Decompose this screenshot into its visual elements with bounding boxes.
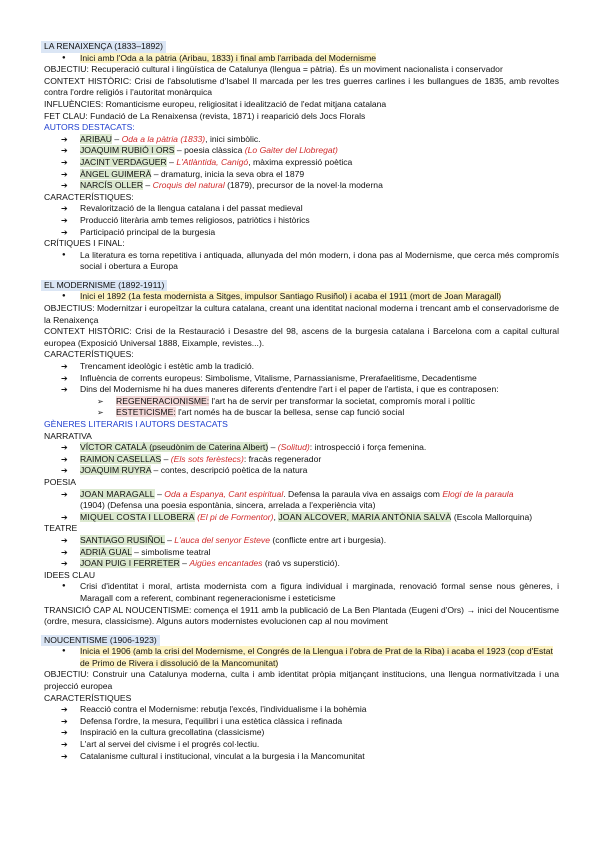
renaixenca-critiques: ● La literatura es torna repetitiva i antiquada, allunyada del món modern, i dona pas al Modernisme, que cerca més compromís social i obertura a Europa — [44, 250, 559, 273]
author-item: ➔ ADRIÀ GUAL – simbolisme teatral — [44, 547, 559, 559]
modernisme-context: CONTEXT HISTÒRIC: Crisi de la Restauració i Desastre del 98, ascens de la burgesia catalana i Barcelona com a capital cultural europea (Exposició Universal 1888, Eixample, revistes...). — [44, 326, 559, 348]
renaixenca-autors-label: AUTORS DESTACATS: — [44, 122, 135, 133]
list-item: ➔ Producció literària amb temes religiosos, patriòtics i històrics — [44, 215, 559, 227]
poesia-label: POESIA — [44, 476, 76, 487]
author-item: ➔ VÍCTOR CATALÀ (pseudònim de Caterina Albert) – (Solitud): introspecció i força femenina. — [44, 442, 559, 454]
author-item: ➔ ÀNGEL GUIMERÀ – dramaturg, inicia la seva obra el 1879 — [44, 169, 559, 181]
list-item: ➔ L'art al servei del civisme i el progrés col·lectiu. — [44, 739, 559, 751]
list-item: ➔ Influència de corrents europeus: Simbolisme, Vitalisme, Parnassianisme, Prerafaelitisme, Decadentisme — [44, 373, 559, 385]
modernisme-caract-label: CARACTERÍSTIQUES: — [44, 349, 134, 360]
renaixenca-influencies: INFLUÈNCIES: Romanticisme europeu, religiositat i idealització de l'edat mitjana catalana — [44, 98, 387, 109]
author-item: ➔ JOAN MARAGALL – Oda a Espanya, Cant espiritual. Defensa la paraula viva en assaigs com Elogi de la paraula (1904) (Defensa una poesia espontània, sincera, arrelada a l'experiència vita) — [44, 489, 559, 512]
author-item: ➔ NARCÍS OLLER – Croquis del natural (1879), precursor de la novel·la moderna — [44, 180, 559, 192]
narrativa-label: NARRATIVA — [44, 430, 92, 441]
author-item: ➔ ARIBAU – Oda a la pàtria (1833), inici simbòlic. — [44, 134, 559, 146]
sub-item: ➢ REGENERACIONISME: l'art ha de servir per transformar la societat, compromís moral i polític — [44, 396, 559, 408]
author-item: ➔ SANTIAGO RUSIÑOL – L'auca del senyor Esteve (conflicte entre art i burgesia). — [44, 535, 559, 547]
idees-clau: ● Crisi d'identitat i moral, artista modernista com a figura individual i marginada, renovació formal sense nous gèneres, i Maragall com a referent, combinant regeneracionisme i esteticisme — [44, 581, 559, 604]
author-item: ➔ JACINT VERDAGUER – L'Atlàntida, Canigó, màxima expressió poètica — [44, 157, 559, 169]
section-title-noucentisme: NOUCENTISME (1906-1923) — [41, 635, 160, 647]
section-title-renaixenca: LA RENAIXENÇA (1833–1892) — [41, 41, 166, 53]
renaixenca-context: CONTEXT HISTÒRIC: Crisi de l'absolutisme d'Isabel II marcada per les tres guerres carlines i les bullangues de 1835, amb revoltes contra l'ordre religiós i l'autoritat monàrquica — [44, 75, 559, 98]
list-item: ➔ Participació principal de la burgesia — [44, 227, 559, 239]
noucentisme-caract-label: CARACTERÍSTIQUES — [44, 692, 132, 703]
transicio-noucentisme: TRANSICIÓ CAP AL NOUCENTISME: comença el 1911 amb la publicació de La Ben Plantada (Eugeni d'Ors) → inici del Noucentisme (ordre, mesura, classicisme). Alguns autors modernistes evolucionen cap al nou moviment — [44, 604, 559, 627]
list-item: ➔ Trencament ideològic i estètic amb la tradició. — [44, 361, 559, 373]
teatre-label: TEATRE — [44, 523, 78, 534]
modernisme-intro: ● Inici el 1892 (1a festa modernista a Sitges, impulsor Santiago Rusiñol) i acaba el 1911 (mort de Joan Maragall) — [44, 291, 559, 303]
renaixenca-intro: ● Inici amb l'Oda a la pàtria (Aribau, 1833) i final amb l'arribada del Modernisme — [44, 53, 559, 65]
author-item: ➔ MIQUEL COSTA I LLOBERA (El pi de Formentor), JOAN ALCOVER, MARIA ANTÒNIA SALVÀ (Escola Mallorquina) — [44, 512, 559, 524]
noucentisme-intro: ● Inicia el 1906 (amb la crisi del Modernisme, el Congrés de la Llengua i l'obra de Prat de la Riba) i acaba el 1923 (cop d'Estat de Primo de Rivera i dissolució de la Mancomunitat) — [44, 646, 559, 669]
document-page — [44, 41, 559, 762]
renaixenca-critiques-label: CRÍTIQUES I FINAL: — [44, 238, 125, 249]
list-item: ➔ Inspiració en la cultura grecollatina (classicisme) — [44, 727, 559, 739]
author-item: ➔ RAIMON CASELLAS – (Els sots ferèstecs): fracàs regenerador — [44, 454, 559, 466]
author-item: ➔ JOAQUIM RUBIÓ I ORS – poesia clàssica (Lo Gaiter del Llobregat) — [44, 145, 559, 157]
sub-item: ➢ ESTETICISME: l'art només ha de buscar la bellesa, sense cap funció social — [44, 407, 559, 419]
renaixenca-fet-clau: FET CLAU: Fundació de La Renaixensa (revista, 1871) i reaparició dels Jocs Florals — [44, 110, 366, 121]
idees-label: IDEES CLAU — [44, 569, 96, 580]
list-item: ➔ Catalanisme cultural i institucional, vinculat a la burgesia i la Mancomunitat — [44, 751, 559, 763]
list-item: ➔ Defensa l'ordre, la mesura, l'equilibri i una estètica clàssica i refinada — [44, 716, 559, 728]
list-item: ➔ Revalorització de la llengua catalana i del passat medieval — [44, 203, 559, 215]
author-item: ➔ JOAQUIM RUYRA – contes, descripció poètica de la natura — [44, 465, 559, 477]
list-item: ➔ Dins del Modernisme hi ha dues maneres diferents d'entendre l'art i el paper de l'artista, i que es contraposen: — [44, 384, 559, 396]
renaixenca-objectiu: OBJECTIU: Recuperació cultural i lingüística de Catalunya (llengua = pàtria). És un moviment nacionalista i conservador — [44, 64, 503, 75]
renaixenca-caract-label: CARACTERÍSTIQUES: — [44, 191, 134, 202]
list-item: ➔ Reacció contra el Modernisme: rebutja l'excés, l'individualisme i la bohèmia — [44, 704, 559, 716]
section-title-modernisme: EL MODERNISME (1892-1911) — [41, 280, 167, 292]
modernisme-generes-label: GÈNERES LITERARIS I AUTORS DESTACATS — [44, 419, 228, 429]
author-item: ➔ JOAN PUIG I FERRETER – Aigües encantades (raó vs superstició). — [44, 558, 559, 570]
modernisme-objectius: OBJECTIUS: Modernitzar i europeïtzar la cultura catalana, creant una identitat nacional moderna i trencant amb el conservadorisme de la Renaixença — [44, 303, 559, 325]
noucentisme-objectiu: OBJECTIU: Construir una Catalunya moderna, culta i amb identitat pròpia mitjançant institucions, una llengua normativitzada i una projecció europea — [44, 669, 559, 692]
